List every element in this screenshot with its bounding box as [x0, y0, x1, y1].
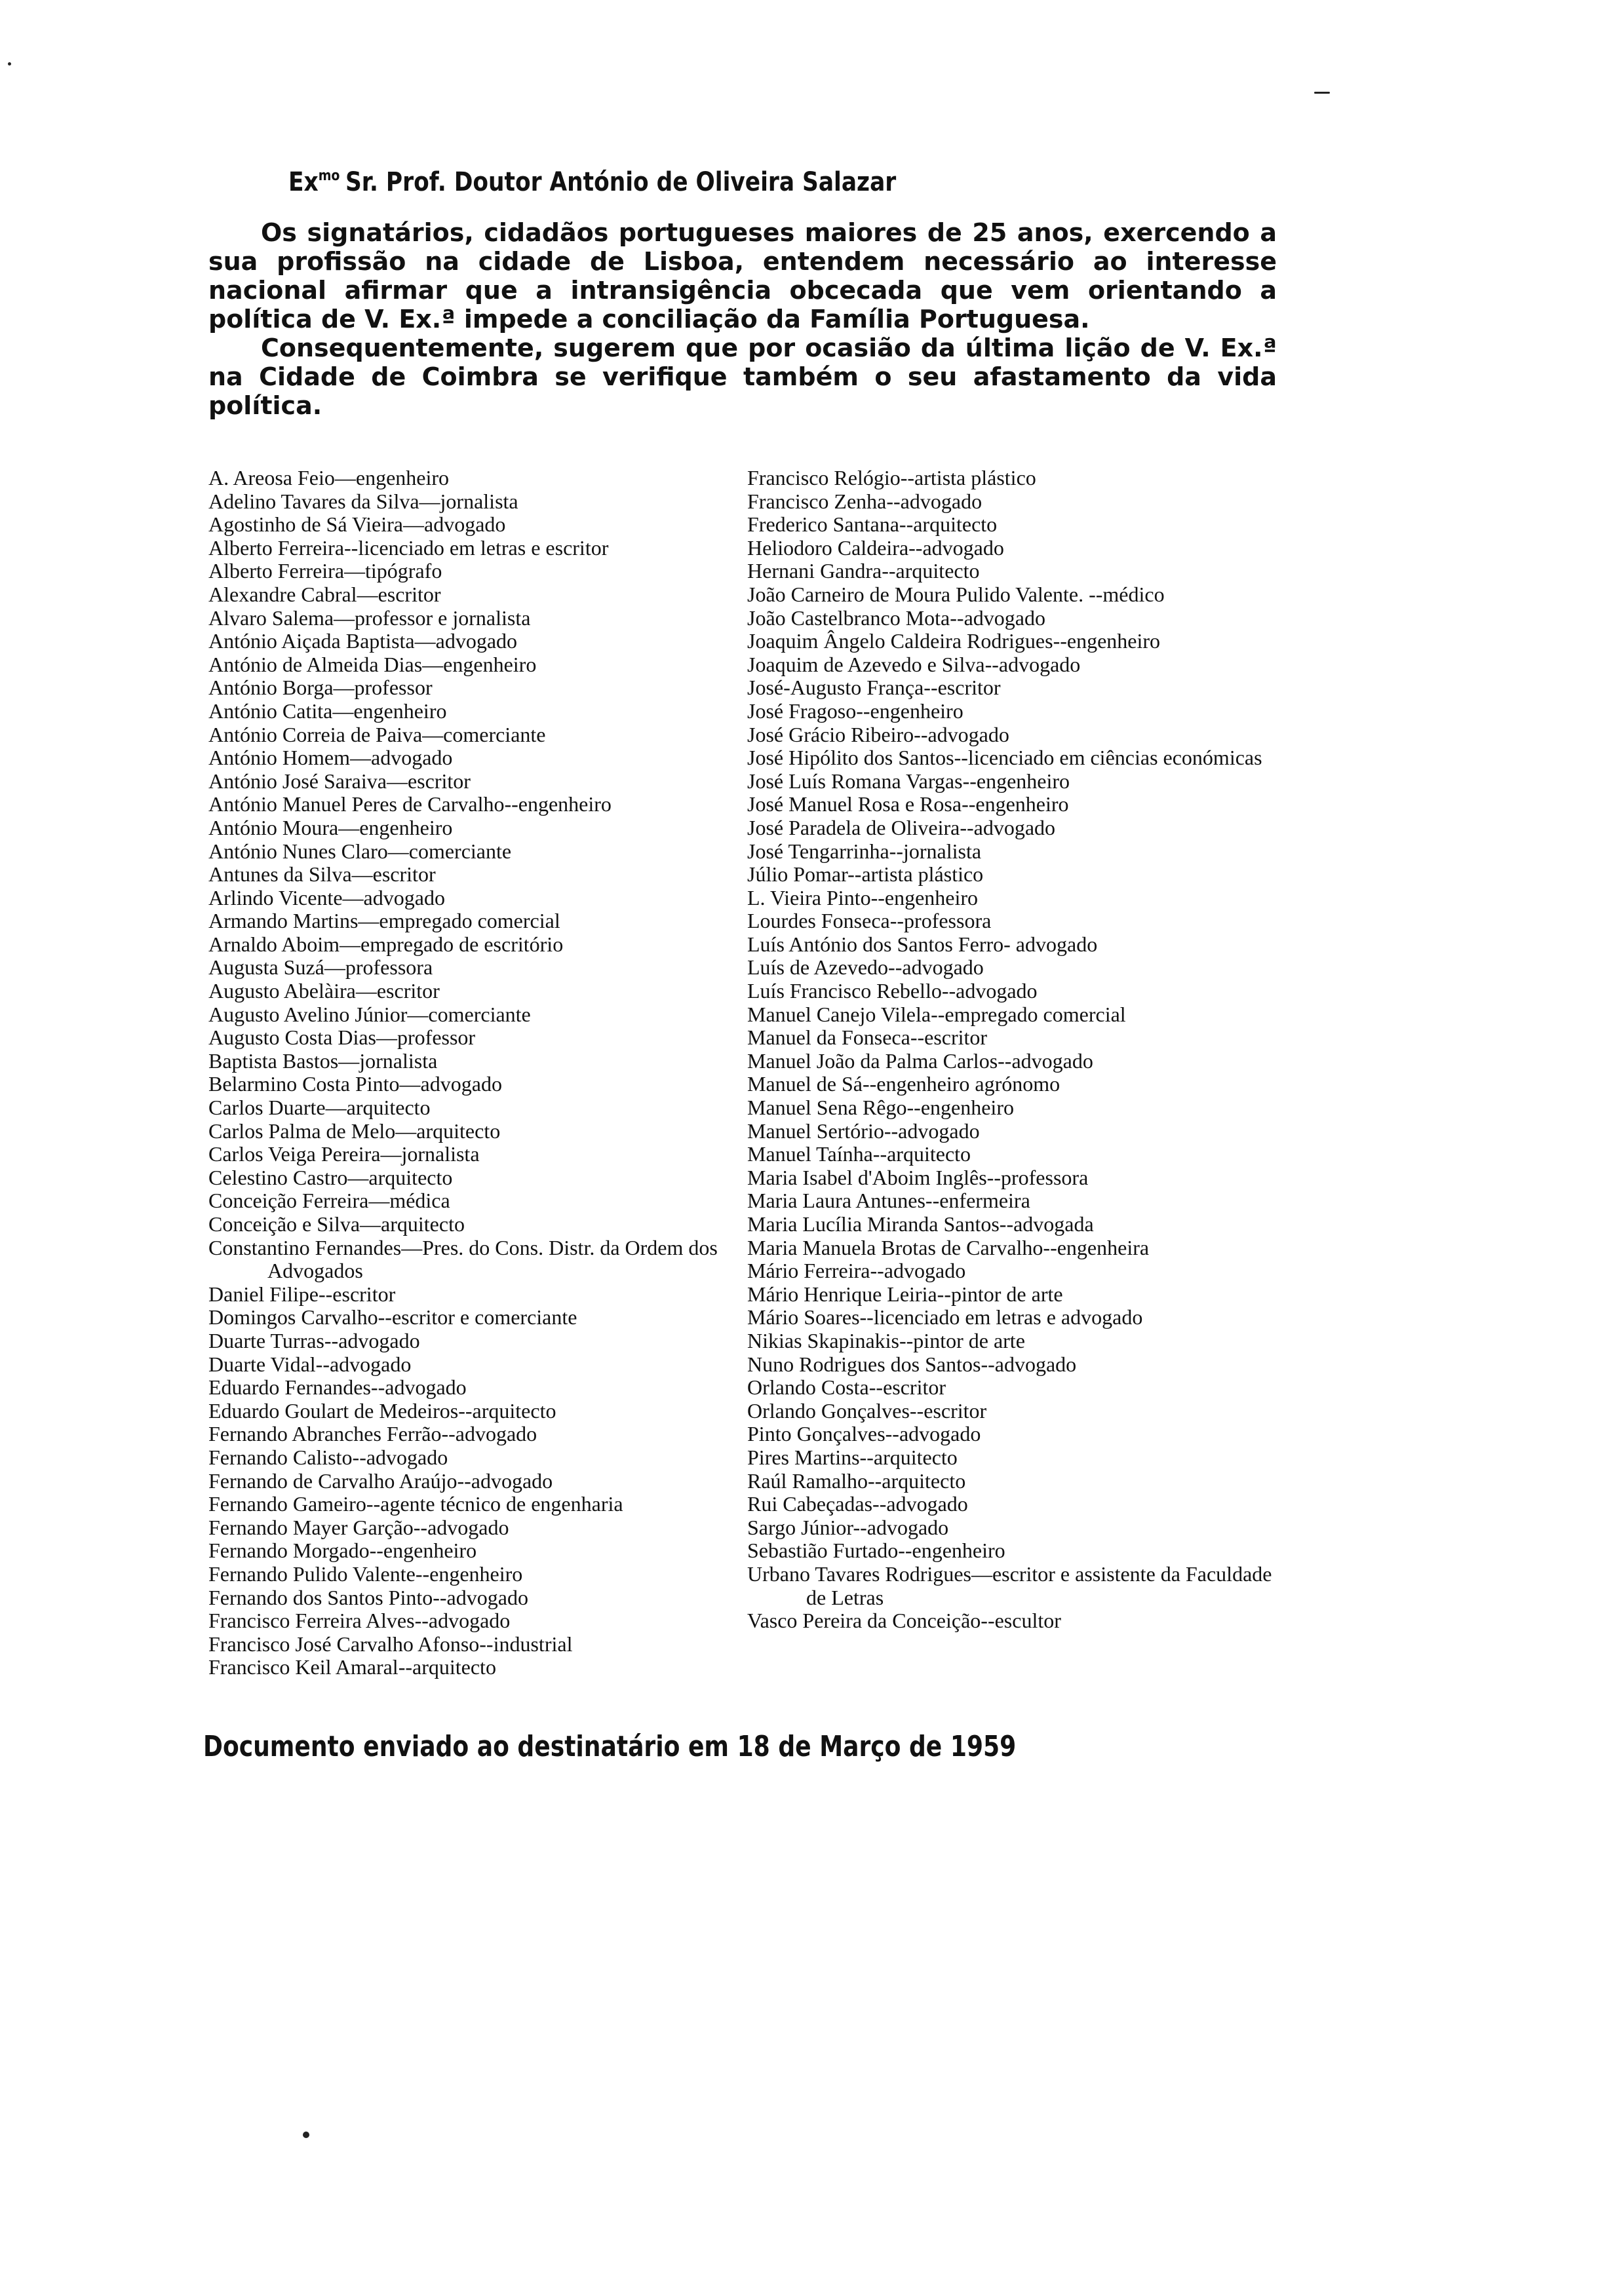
- signatory-entry: Augusto Avelino Júnior—comerciante: [208, 1002, 531, 1026]
- signatory-entry: Luís António dos Santos Ferro- advogado: [747, 932, 1098, 956]
- salutation-superscript: mo: [318, 168, 340, 184]
- signatory-entry: Pinto Gonçalves--advogado: [747, 1422, 981, 1446]
- signatory-entry: Manuel João da Palma Carlos--advogado: [747, 1048, 1093, 1073]
- signatory-entry: Sargo Júnior--advogado: [747, 1515, 949, 1539]
- signatory-entry: Carlos Veiga Pereira—jornalista: [208, 1142, 480, 1166]
- signatory-entry: José Luís Romana Vargas--engenheiro: [747, 769, 1070, 793]
- salutation-prefix: Ex: [288, 167, 319, 197]
- signatory-entry: Augusta Suzá—professora: [208, 955, 433, 980]
- signatory-entry: José Paradela de Oliveira--advogado: [747, 815, 1056, 839]
- signatory-entry: Maria Manuela Brotas de Carvalho--engenheira: [747, 1235, 1150, 1259]
- signatory-entry: Celestino Castro—arquitecto: [208, 1165, 453, 1189]
- salutation: [288, 167, 896, 197]
- signatory-entry: Manuel Sertório--advogado: [747, 1119, 980, 1143]
- signatory-entry: Carlos Duarte—arquitecto: [208, 1096, 431, 1120]
- signatory-entry: Rui Cabeçadas--advogado: [747, 1492, 968, 1516]
- signatory-entry: Luís Francisco Rebello--advogado: [747, 979, 1038, 1003]
- signatory-entry: Belarmino Costa Pinto—advogado: [208, 1072, 502, 1096]
- signatory-entry: Nikias Skapinakis--pintor de arte: [747, 1328, 1025, 1352]
- signatory-entry: Joaquim Ângelo Caldeira Rodrigues--engenheiro: [747, 629, 1161, 653]
- signatory-entry: António Moura—engenheiro: [208, 815, 453, 839]
- signatory-entry: Adelino Tavares da Silva—jornalista: [208, 489, 518, 513]
- signatory-entry: Augusto Abelàira—escritor: [208, 979, 440, 1003]
- signatory-entry: Fernando dos Santos Pinto--advogado: [208, 1585, 528, 1609]
- signatory-entry: Francisco Relógio--artista plástico: [747, 466, 1036, 489]
- signatory-entry: Francisco Ferreira Alves--advogado: [208, 1609, 511, 1633]
- signatory-entry: João Carneiro de Moura Pulido Valente. --médico: [747, 582, 1165, 606]
- signatory-entry: Fernando Gameiro--agente técnico de engenharia: [208, 1492, 623, 1516]
- signatory-entry: Manuel da Fonseca--escritor: [747, 1025, 988, 1050]
- signatory-entry: José Grácio Ribeiro--advogado: [747, 722, 1009, 746]
- signatory-entry: Fernando Morgado--engenheiro: [208, 1539, 477, 1563]
- signatory-entry: Antunes da Silva—escritor: [208, 862, 436, 887]
- signatory-entry: Raúl Ramalho--arquitecto: [747, 1468, 966, 1493]
- signatory-entry: Luís de Azevedo--advogado: [747, 955, 984, 980]
- signatory-entry: Urbano Tavares Rodrigues—escritor e assistente da Faculdade de Letras: [747, 1561, 1272, 1609]
- signatory-entry: António de Almeida Dias—engenheiro: [208, 652, 537, 676]
- signatory-entry: Daniel Filipe--escritor: [208, 1282, 396, 1306]
- signatory-entry: Alvaro Salema—professor e jornalista: [208, 605, 531, 630]
- signatory-entry: António Borga—professor: [208, 676, 433, 700]
- signatory-entry: Vasco Pereira da Conceição--escultor: [747, 1609, 1061, 1633]
- signatory-entry: Conceição e Silva—arquitecto: [208, 1212, 465, 1236]
- scan-speck: [303, 2132, 309, 2138]
- signatory-entry: Augusto Costa Dias—professor: [208, 1025, 476, 1050]
- signatory-entry: João Castelbranco Mota--advogado: [747, 605, 1045, 630]
- dispatch-note: Documento enviado ao destinatário em 18 de Março de 1959: [203, 1730, 1017, 1763]
- signatory-entry: Heliodoro Caldeira--advogado: [747, 535, 1004, 560]
- signatory-entry: Hernani Gandra--arquitecto: [747, 559, 980, 583]
- signatory-entry: Maria Laura Antunes--enfermeira: [747, 1189, 1030, 1213]
- signatory-entry: Alberto Ferreira—tipógrafo: [208, 559, 442, 583]
- signatory-entry: Orlando Gonçalves--escritor: [747, 1398, 987, 1423]
- signatory-entry: Alberto Ferreira--licenciado em letras e escritor: [208, 535, 609, 560]
- signatory-entry: José-Augusto França--escritor: [747, 676, 1001, 700]
- signatory-entry: Francisco Zenha--advogado: [747, 489, 983, 513]
- salutation-addressee: Sr. Prof. Doutor António de Oliveira Salazar: [345, 167, 897, 197]
- letter-paragraph-2: Consequentemente, sugerem que por ocasião da última lição de V. Ex.ª na Cidade de Coimbra se verifique também o seu afastamento da vida política.: [208, 334, 1277, 420]
- signatory-entry: Conceição Ferreira—médica: [208, 1189, 450, 1213]
- signatory-entry: Fernando Pulido Valente--engenheiro: [208, 1561, 523, 1586]
- signatory-entry: Fernando Calisto--advogado: [208, 1445, 448, 1469]
- letter-body: [208, 218, 1277, 420]
- signatory-entry: Eduardo Fernandes--advogado: [208, 1375, 467, 1400]
- signatory-entry: Francisco Keil Amaral--arquitecto: [208, 1655, 496, 1679]
- signatory-entry: António Homem—advogado: [208, 746, 453, 770]
- signatory-entry: José Hipólito dos Santos--licenciado em ciências económicas: [747, 746, 1262, 770]
- signatory-entry: Eduardo Goulart de Medeiros--arquitecto: [208, 1398, 556, 1423]
- signatory-entry: Joaquim de Azevedo e Silva--advogado: [747, 652, 1081, 676]
- signatory-entry: Constantino Fernandes—Pres. do Cons. Distr. da Ordem dos Advogados: [208, 1235, 718, 1283]
- signatory-entry: António Aiçada Baptista—advogado: [208, 629, 518, 653]
- signatory-entry: Mário Ferreira--advogado: [747, 1259, 966, 1283]
- signatory-entry: Duarte Vidal--advogado: [208, 1352, 412, 1376]
- signatory-entry: L. Vieira Pinto--engenheiro: [747, 885, 979, 909]
- signatory-entry: Arlindo Vicente—advogado: [208, 885, 445, 909]
- signatory-entry: Manuel de Sá--engenheiro agrónomo: [747, 1072, 1060, 1096]
- signatory-entry: António Catita—engenheiro: [208, 698, 447, 723]
- letter-paragraph-1: Os signatários, cidadãos portugueses maiores de 25 anos, exercendo a sua profissão na cidade de Lisboa, entendem necessário ao interesse nacional afirmar que a intransigência obcecada que vem orientando a política de V. Ex.ª impede a conciliação da Família Portuguesa.: [208, 218, 1277, 334]
- signatory-entry: Fernando Mayer Garção--advogado: [208, 1515, 509, 1539]
- signatory-entry: António Nunes Claro—comerciante: [208, 839, 512, 863]
- signatory-entry: Mário Soares--licenciado em letras e advogado: [747, 1305, 1143, 1330]
- signatory-entry: Orlando Costa--escritor: [747, 1375, 946, 1400]
- signatory-entry: Maria Isabel d'Aboim Inglês--professora: [747, 1165, 1089, 1189]
- signatory-entry: António José Saraiva—escritor: [208, 769, 471, 793]
- signatory-entry: Frederico Santana--arquitecto: [747, 512, 998, 537]
- signatory-entry: Domingos Carvalho--escritor e comerciante: [208, 1305, 577, 1330]
- signatory-entry: Agostinho de Sá Vieira—advogado: [208, 512, 506, 537]
- signatory-entry: Fernando Abranches Ferrão--advogado: [208, 1422, 537, 1446]
- signatory-entry: Fernando de Carvalho Araújo--advogado: [208, 1468, 553, 1493]
- signatory-entry: Carlos Palma de Melo—arquitecto: [208, 1119, 501, 1143]
- signatory-entry: Júlio Pomar--artista plástico: [747, 862, 984, 887]
- signatory-entry: Duarte Turras--advogado: [208, 1328, 420, 1352]
- signatory-entry: José Manuel Rosa e Rosa--engenheiro: [747, 792, 1069, 816]
- signatory-entry: Armando Martins—empregado comercial: [208, 909, 560, 933]
- signatory-entry: Mário Henrique Leiria--pintor de arte: [747, 1282, 1063, 1306]
- signatory-entry: Manuel Taínha--arquitecto: [747, 1142, 971, 1166]
- signatories-left-column: [208, 467, 739, 1679]
- signatory-entry: António Correia de Paiva—comerciante: [208, 722, 546, 746]
- signatory-entry: Lourdes Fonseca--professora: [747, 909, 992, 933]
- scan-speck: [8, 62, 11, 66]
- signatories-right-column: [747, 467, 1278, 1633]
- signatory-entry: Pires Martins--arquitecto: [747, 1445, 958, 1469]
- signatory-entry: Francisco José Carvalho Afonso--industrial: [208, 1632, 573, 1656]
- signatory-entry: Baptista Bastos—jornalista: [208, 1048, 438, 1073]
- signatory-entry: António Manuel Peres de Carvalho--engenheiro: [208, 792, 612, 816]
- signatory-entry: José Fragoso--engenheiro: [747, 698, 963, 723]
- signatory-entry: Nuno Rodrigues dos Santos--advogado: [747, 1352, 1077, 1376]
- scan-speck: [1314, 92, 1330, 94]
- signatory-entry: Alexandre Cabral—escritor: [208, 582, 441, 606]
- signatory-entry: Sebastião Furtado--engenheiro: [747, 1539, 1005, 1563]
- signatory-entry: Manuel Sena Rêgo--engenheiro: [747, 1096, 1014, 1120]
- signatory-entry: Maria Lucília Miranda Santos--advogada: [747, 1212, 1094, 1236]
- signatory-entry: A. Areosa Feio—engenheiro: [208, 466, 450, 489]
- signatory-entry: Manuel Canejo Vilela--empregado comercial: [747, 1002, 1126, 1026]
- signatory-entry: Arnaldo Aboim—empregado de escritório: [208, 932, 564, 956]
- signatory-entry: José Tengarrinha--jornalista: [747, 839, 982, 863]
